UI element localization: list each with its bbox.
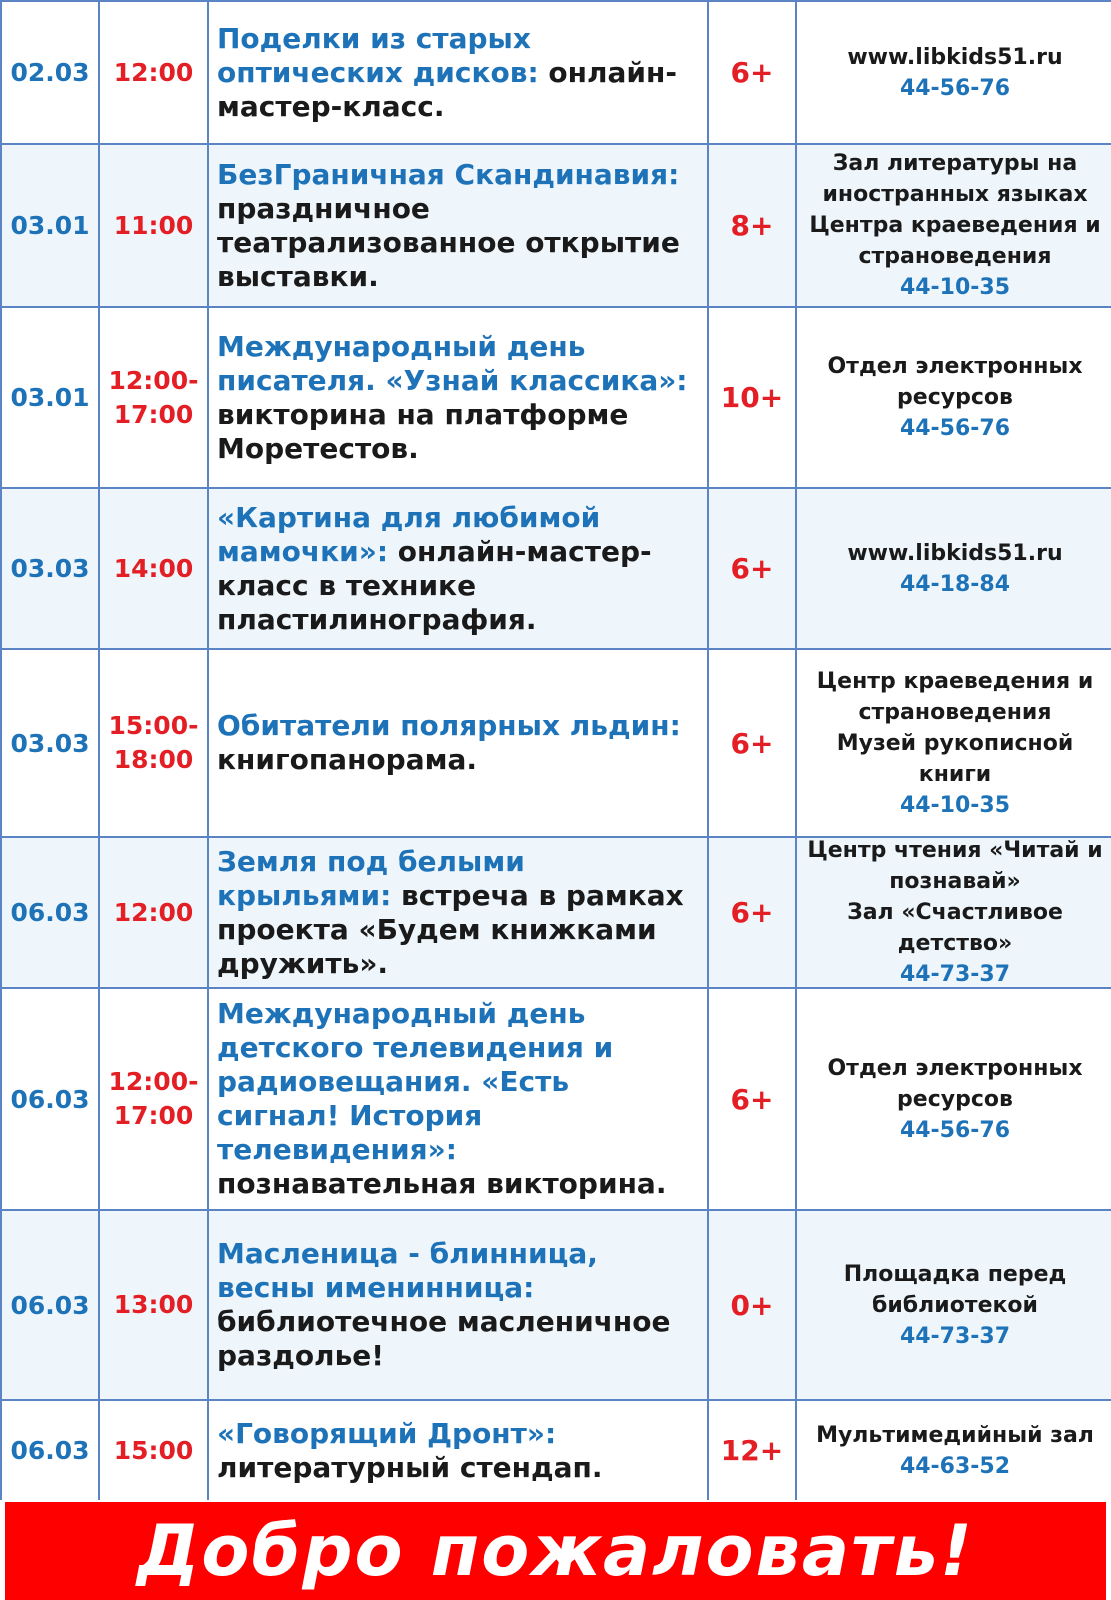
event-date xyxy=(2,145,100,308)
phone-number: 44-56-76 xyxy=(899,416,1011,441)
event-location xyxy=(797,145,1111,308)
event-details: встреча в рамках проекта «Будем книжками дружить». xyxy=(217,878,684,980)
event-date xyxy=(2,1401,100,1500)
age-rating-text: 8+ xyxy=(730,209,774,242)
event-location xyxy=(797,1401,1111,1500)
location-line: Центр чтения «Читай и познавай» xyxy=(807,838,1103,894)
location-line: Центр краеведения и страноведения xyxy=(816,668,1094,725)
event-description-text xyxy=(217,997,699,1201)
event-details: онлайн-мастер-класс в технике пластилинография. xyxy=(217,534,652,636)
event-location xyxy=(797,989,1111,1211)
event-time-line: 11:00 xyxy=(113,210,194,240)
event-time-line: 17:00 xyxy=(113,399,194,429)
phone-number: 44-73-37 xyxy=(899,1323,1011,1349)
event-title: Земля под белыми крыльями: xyxy=(217,844,525,912)
event-details: праздничное театрализованное открытие выставки. xyxy=(217,191,680,293)
event-time-line: 14:00 xyxy=(113,553,194,583)
event-details: викторина на платформе Моретестов. xyxy=(217,397,629,465)
event-description-text xyxy=(217,158,699,294)
location-line: www.libkids51.ru xyxy=(847,540,1063,566)
event-title: Масленица - блинница, весны именинница: xyxy=(217,1237,598,1304)
event-time xyxy=(100,989,209,1211)
event-title: «Картина для любимой мамочки»: xyxy=(217,500,601,568)
event-description xyxy=(209,308,709,489)
age-rating-text: 6+ xyxy=(730,1082,774,1116)
event-time-line: 12:00 xyxy=(113,897,194,927)
event-time-line: 12:00 xyxy=(113,57,194,87)
event-age-rating xyxy=(709,838,797,989)
event-time xyxy=(100,1401,209,1500)
event-description xyxy=(209,989,709,1211)
event-description xyxy=(209,1401,709,1500)
event-description xyxy=(209,489,709,650)
age-rating-text: 6+ xyxy=(730,56,774,89)
event-date-text: 03.01 xyxy=(10,211,90,240)
location-line: Площадка перед библиотекой xyxy=(843,1261,1067,1318)
event-date xyxy=(2,650,100,838)
event-description xyxy=(209,1211,709,1401)
event-title: «Говорящий Дронт»: xyxy=(217,1416,557,1450)
age-rating-text: 6+ xyxy=(730,552,774,585)
location-line: www.libkids51.ru xyxy=(847,44,1063,70)
age-rating-text: 6+ xyxy=(730,726,774,760)
event-date xyxy=(2,308,100,489)
event-age-rating xyxy=(709,145,797,308)
event-title: БезГраничная Скандинавия: xyxy=(217,157,680,191)
event-details: онлайн-мастер-класс. xyxy=(217,55,677,123)
event-date-text: 06.03 xyxy=(10,898,90,927)
event-date-text: 06.03 xyxy=(10,1084,90,1114)
event-time xyxy=(100,145,209,308)
event-title: Поделки из старых оптических дисков: xyxy=(217,21,539,89)
event-time xyxy=(100,2,209,145)
event-date-text: 02.03 xyxy=(10,58,90,87)
event-date-text: 06.03 xyxy=(10,1290,90,1320)
location-line: Зал «Счастливое детство» xyxy=(847,900,1063,956)
phone-number: 44-73-37 xyxy=(899,962,1011,987)
event-time-line: 15:00- xyxy=(108,711,199,740)
event-time-line: 18:00 xyxy=(113,745,194,774)
event-time-line: 17:00 xyxy=(113,1101,194,1130)
phone-number: 44-56-76 xyxy=(899,75,1011,101)
event-time xyxy=(100,1211,209,1401)
event-date xyxy=(2,989,100,1211)
event-time-line: 15:00 xyxy=(113,1435,194,1465)
location-line: Центра краеведения и страноведения xyxy=(809,213,1101,269)
event-description-text xyxy=(217,1237,699,1373)
age-rating-text: 0+ xyxy=(730,1288,774,1322)
event-time xyxy=(100,650,209,838)
event-description-text xyxy=(217,709,699,777)
event-description xyxy=(209,650,709,838)
event-age-rating xyxy=(709,650,797,838)
location-line: Музей рукописной книги xyxy=(836,730,1074,787)
age-rating-text: 6+ xyxy=(730,896,774,929)
event-description xyxy=(209,2,709,145)
event-time-line: 13:00 xyxy=(113,1290,194,1319)
event-age-rating xyxy=(709,1211,797,1401)
event-date xyxy=(2,1211,100,1401)
event-details: библиотечное масленичное раздолье! xyxy=(217,1305,671,1372)
welcome-text: Добро пожаловать! xyxy=(137,1510,974,1592)
event-date-text: 06.03 xyxy=(10,1436,90,1465)
event-location xyxy=(797,489,1111,650)
event-description xyxy=(209,145,709,308)
event-date-text: 03.03 xyxy=(10,554,90,583)
event-details: книгопанорама. xyxy=(217,743,478,776)
phone-number: 44-63-52 xyxy=(899,1453,1011,1479)
event-date xyxy=(2,2,100,145)
event-description xyxy=(209,838,709,989)
event-age-rating xyxy=(709,2,797,145)
event-title: Международный день детского телевидения и радиовещания. «Есть сигнал! История телевидения»: xyxy=(217,997,614,1166)
event-location xyxy=(797,308,1111,489)
event-date-text: 03.01 xyxy=(10,383,90,412)
event-title: Обитатели полярных льдин: xyxy=(217,709,681,742)
event-time xyxy=(100,308,209,489)
event-location xyxy=(797,650,1111,838)
event-time xyxy=(100,838,209,989)
event-age-rating xyxy=(709,489,797,650)
phone-number: 44-18-84 xyxy=(899,571,1011,597)
phone-number: 44-10-35 xyxy=(899,792,1011,818)
event-time-line: 12:00- xyxy=(108,1067,199,1096)
age-rating-text: 10+ xyxy=(720,381,784,414)
event-description-text xyxy=(217,845,699,981)
event-location xyxy=(797,838,1111,989)
age-rating-text: 12+ xyxy=(720,1434,784,1467)
event-description-text xyxy=(217,330,699,466)
event-title: Международный день писателя. «Узнай классика»: xyxy=(217,329,688,397)
welcome-banner xyxy=(5,1502,1106,1600)
location-line: Зал литературы на иностранных языках xyxy=(822,151,1088,207)
location-line: Отдел электронных ресурсов xyxy=(827,354,1083,410)
event-details: литературный стендап. xyxy=(217,1450,603,1484)
phone-number: 44-56-76 xyxy=(899,1117,1011,1143)
event-age-rating xyxy=(709,1401,797,1500)
phone-number: 44-10-35 xyxy=(899,275,1011,300)
event-location xyxy=(797,2,1111,145)
event-date xyxy=(2,489,100,650)
event-time xyxy=(100,489,209,650)
event-description-text xyxy=(217,501,699,637)
event-age-rating xyxy=(709,308,797,489)
event-date-text: 03.03 xyxy=(10,728,90,758)
event-description-text xyxy=(217,22,699,124)
event-details: познавательная викторина. xyxy=(217,1167,667,1200)
location-line: Отдел электронных ресурсов xyxy=(827,1055,1083,1112)
event-description-text xyxy=(217,1417,699,1485)
event-age-rating xyxy=(709,989,797,1211)
event-date xyxy=(2,838,100,989)
location-line: Мультимедийный зал xyxy=(816,1422,1094,1448)
event-location xyxy=(797,1211,1111,1401)
event-time-line: 12:00- xyxy=(108,365,199,395)
